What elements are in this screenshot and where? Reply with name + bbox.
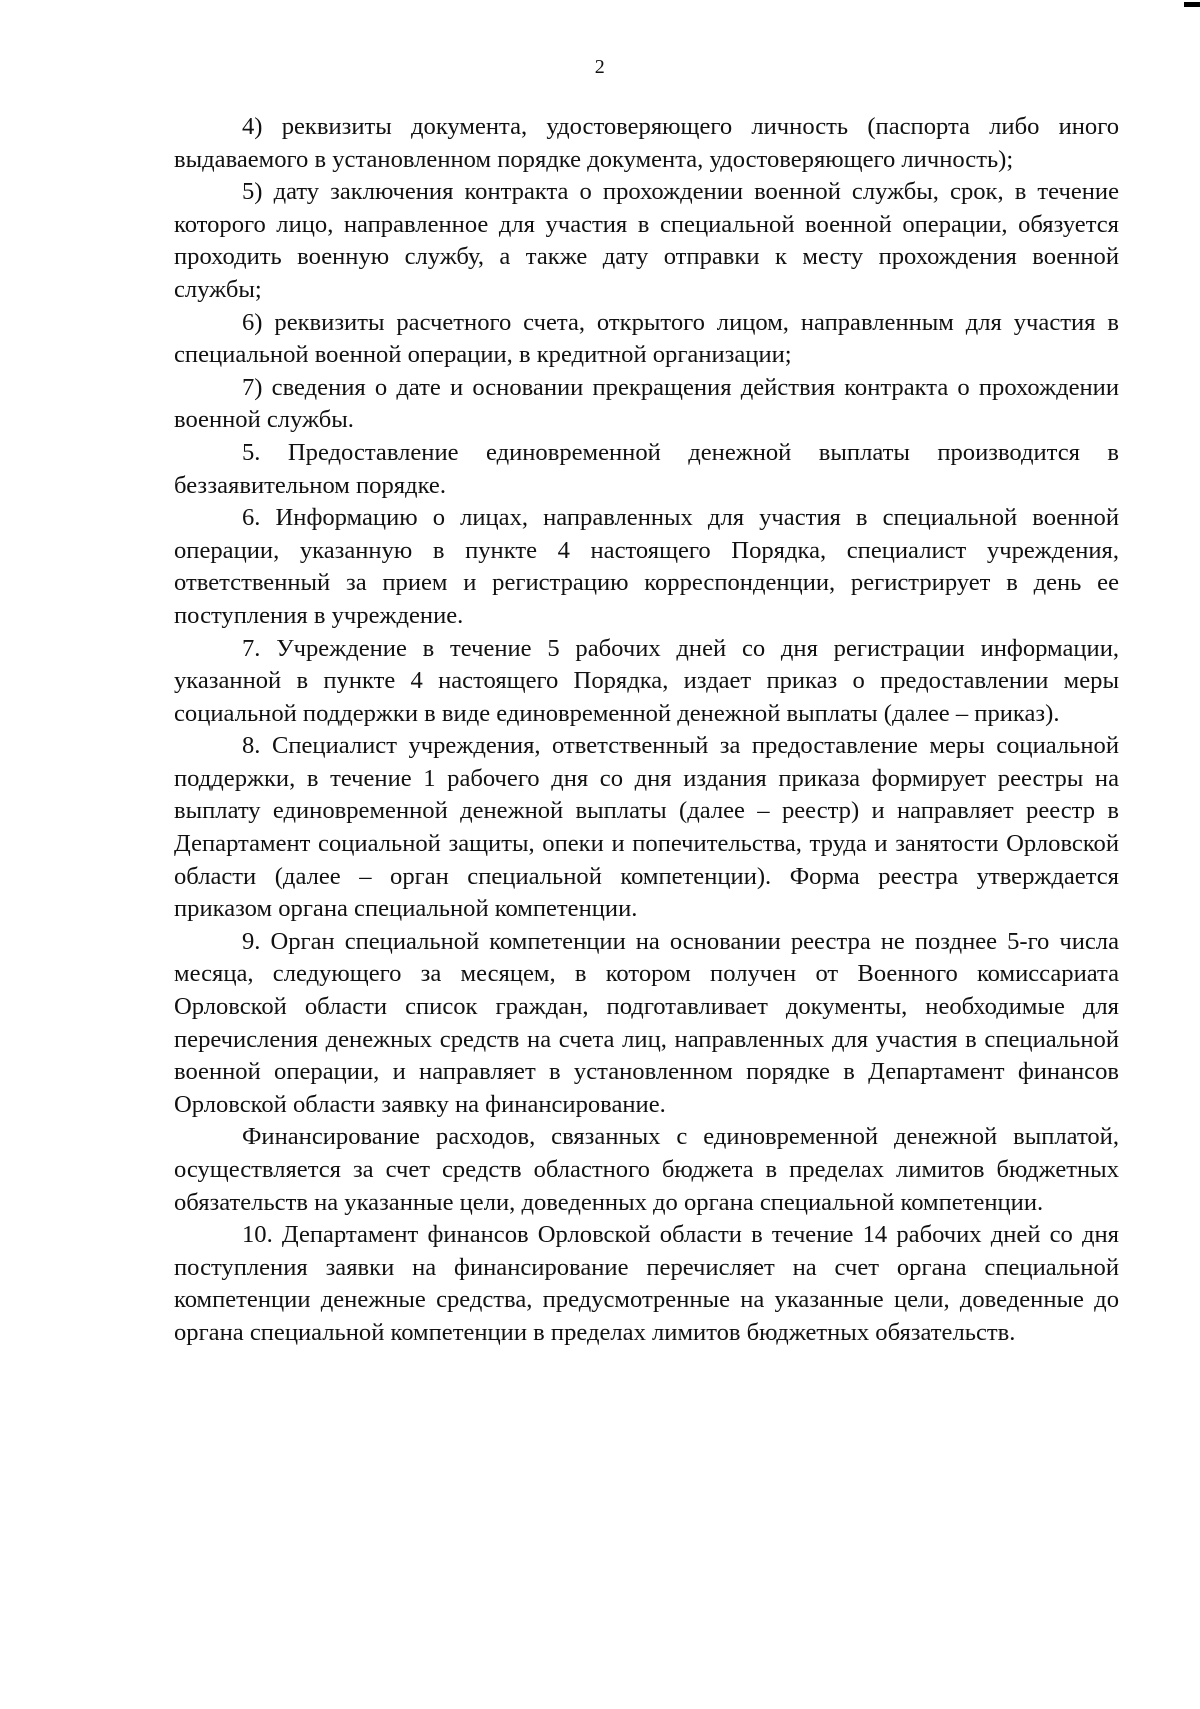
paragraph-clause-7: 7. Учреждение в течение 5 рабочих дней со дня регистрации информации, указанной в пункте 4 настоящего Порядка, издает приказ о предоставлении меры социальной поддержки в виде единовременной денежной выплаты (далее – приказ). — [174, 634, 1119, 727]
page-number: 2 — [594, 56, 606, 78]
paragraph-clause-10: 10. Департамент финансов Орловской области в течение 14 рабочих дней со дня поступления заявки на финансирование перечисляет на счет органа специальной компетенции денежные средства, предусмотренные на указанные цели, доведенные до органа специальной компетенции в пределах лимитов бюджетных обязательств. — [174, 1221, 1119, 1346]
paragraph-clause-8: 8. Специалист учреждения, ответственный за предоставление меры социальной поддержки, в течение 1 рабочего дня со дня издания приказа формирует реестры на выплату единовременной денежной выплаты (далее – реестр) и направляет реестр в Департамент социальной защиты, опеки и попечительства, труда и занятости Орловской области (далее – орган специальной компетенции). Форма реестра утверждается приказом органа специальной компетенции. — [174, 732, 1119, 923]
paragraph-clause-6: 6. Информацию о лицах, направленных для участия в специальной военной операции, указанную в пункте 4 настоящего Порядка, специалист учреждения, ответственный за прием и регистрацию корреспонденции, регистрирует в день ее поступления в учреждение. — [174, 504, 1119, 629]
document-body — [174, 111, 1119, 1350]
paragraph-item-4-passport: 4) реквизиты документа, удостоверяющего личность (паспорта либо иного выдаваемого в установленном порядке документа, удостоверяющего личность); — [174, 113, 1119, 173]
paragraph-item-6-bank-account: 6) реквизиты расчетного счета, открытого лицом, направленным для участия в специальной военной операции, в кредитной организации; — [174, 308, 1119, 369]
paragraph-clause-9: 9. Орган специальной компетенции на основании реестра не позднее 5-го числа месяца, следующего за месяцем, в котором получен от Военного комиссариата Орловской области список граждан, подготавливает документы, необходимые для перечисления денежных средств на счета лиц, направленных для участия в специальной военной операции, и направляет в установленном порядке в Департамент финансов Орловской области заявку на финансирование. — [174, 927, 1119, 1118]
paragraph-clause-5: 5. Предоставление единовременной денежной выплаты производится в беззаявительном порядке. — [174, 438, 1119, 499]
paragraph-financing: Финансирование расходов, связанных с единовременной денежной выплатой, осуществляется за счет средств областного бюджета в пределах лимитов бюджетных обязательств на указанные цели, доведенных до органа специальной компетенции. — [174, 1123, 1119, 1216]
scan-corner-mark — [1184, 2, 1200, 7]
paragraph-item-7-contract-termination: 7) сведения о дате и основании прекращения действия контракта о прохождении военной службы. — [174, 373, 1119, 434]
paragraph-item-5-contract-date: 5) дату заключения контракта о прохождении военной службы, срок, в течение которого лицо, направленное для участия в специальной военной операции, обязуется проходить военную службу, а также дату отправки к месту прохождения военной службы; — [174, 178, 1119, 303]
